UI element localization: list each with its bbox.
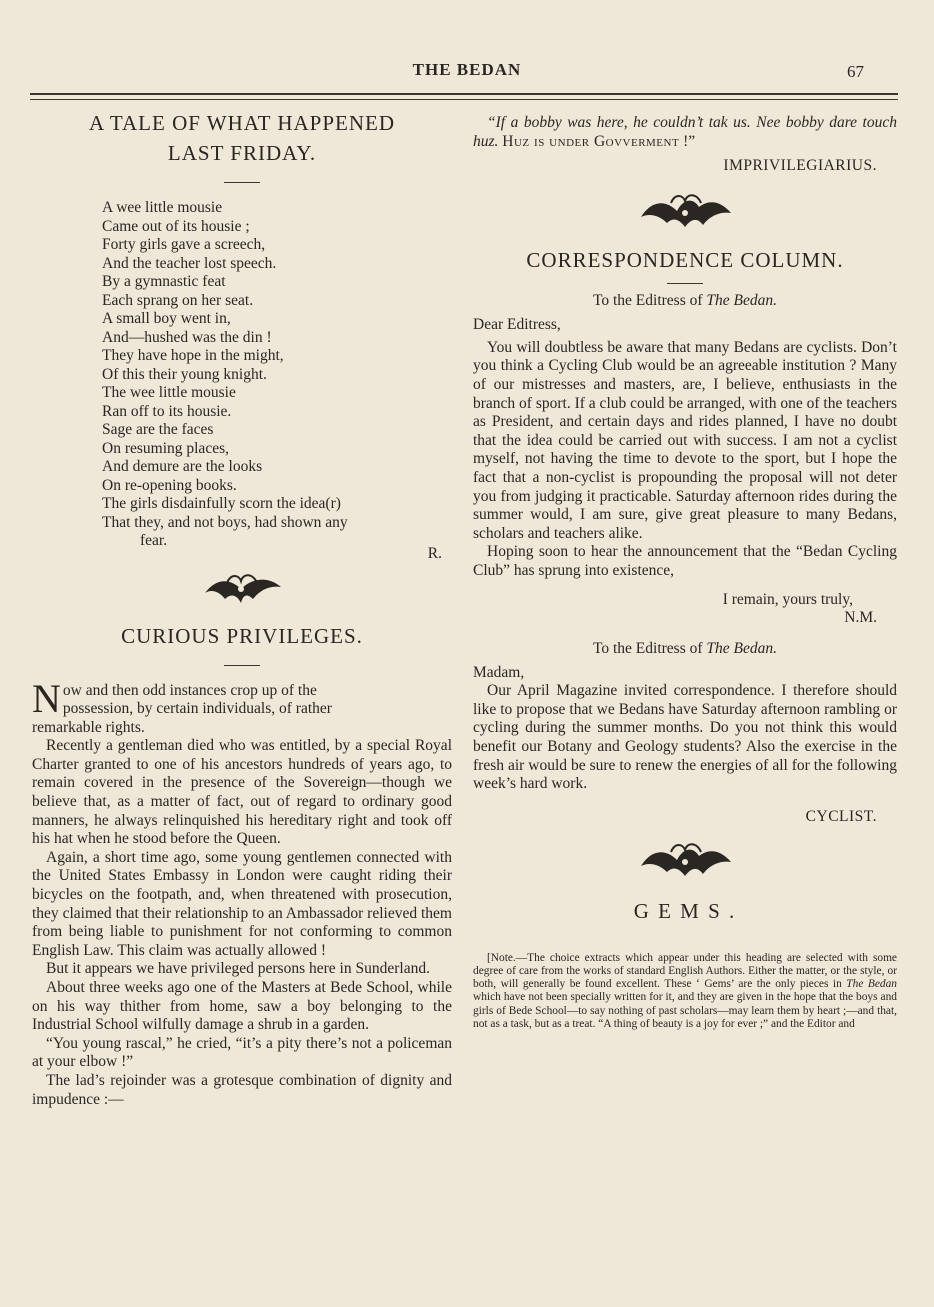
- left-column: [32, 108, 452, 1109]
- poem-line: They have hope in the might,: [102, 347, 284, 364]
- drop-cap: N: [32, 675, 61, 721]
- magazine-title: THE BEDAN: [412, 60, 522, 79]
- poem-line: By a gymnastic feat: [102, 273, 226, 290]
- poem-line: That they, and not boys, had shown any: [102, 513, 348, 531]
- salutation-1: Dear Editress,: [473, 316, 561, 334]
- tale-title: [32, 108, 452, 168]
- p1-first: ow and then odd instances crop up of the: [62, 681, 317, 699]
- p1-rest: remarkable rights.: [32, 718, 145, 736]
- right-column: [473, 114, 897, 1031]
- divider: [667, 283, 703, 284]
- letter1-closing: I remain, yours truly,: [722, 590, 853, 608]
- curious-title: CURIOUS PRIVILEGES.: [121, 623, 363, 648]
- letter1-signature: N.M.: [844, 609, 877, 627]
- divider: [224, 182, 260, 183]
- letter2-paragraph-1: Our April Magazine invited correspondence. I therefore should like to propose that we Bedans have Saturday afternoon rambling or cycling during the summer months. Do you not think this would benefit our Botany and Geology students? Also the exercise in the fresh air would be sure to renew the energies of all for the following week’s hard work.: [473, 682, 897, 793]
- poem-line: On resuming places,: [102, 439, 229, 457]
- address-magazine: The Bedan.: [706, 292, 778, 310]
- correspondence-title: CORRESPONDENCE COLUMN.: [526, 248, 844, 273]
- poem-line: A wee little mousie: [102, 199, 223, 216]
- letter1-paragraph-2: Hoping soon to hear the announcement that the “Bedan Cycling Club” has sprung into existence,: [473, 543, 897, 579]
- quote-end: !”: [679, 132, 696, 150]
- tale-title-line2: LAST FRIDAY.: [167, 141, 317, 165]
- quote-signature: IMPRIVILEGIARIUS.: [723, 157, 877, 175]
- curious-paragraph-5: About three weeks ago one of the Masters at Bede School, while on his way thither from home, saw a boy belonging to the Industrial School wilfully damage a shrub in a garden.: [32, 979, 452, 1034]
- header-rule: [30, 93, 898, 100]
- curious-paragraph-3: Again, a short time ago, some young gentlemen connected with the United States Embassy in London were caught riding their bicycles on the footpath, and, when threatened with prosecution, they claimed that their relationship to an Ambassador relieved them from being liable to punishment for not conforming to common English Law. This claim was actually allowed !: [32, 848, 452, 959]
- letter1-paragraph-1: You will doubtless be aware that many Bedans are cyclists. Don’t you think a Cycling Club would be an agreeable institution ? Many of our mistresses and masters, are, I believe, enthusiasts in the branch of sport. If a club could be arranged, with one of the teachers as President, and certain days and rides planned, I have no doubt that the idea could be carried out with success. I am not a cyclist myself, not having the time to devote to the sport, but I hope the fact that a non-cyclist is propounding the proposal will not deter you from judging it practicable. Saturday afternoon rides during the summer would, I am sure, give great pleasure to many Bedans, scholars and teachers alike.: [473, 338, 897, 542]
- fleuron-ornament: [197, 569, 287, 609]
- poem-line: Each sprang on her seat.: [102, 291, 254, 309]
- poem-line: The wee little mousie: [102, 384, 236, 401]
- page-number: 67: [847, 62, 864, 81]
- poem-line: On re-opening books.: [102, 476, 237, 494]
- poem-line: The girls disdainfully scorn the idea(r): [102, 495, 341, 512]
- curious-paragraph-7: The lad’s rejoinder was a grotesque combination of dignity and impudence :—: [32, 1071, 452, 1108]
- note-text-2: which have not been specially written for it, and they are given in the hope that the boys and girls of Bede School—to say nothing of past scholars—may learn them by heart ;—and that, not as a task, but as a treat. “A thing of beauty is a joy for ever ;” and the Editor and: [473, 991, 897, 1030]
- poem-line: fear.: [140, 532, 168, 549]
- address-prefix: To the Editress of: [592, 292, 707, 310]
- address-magazine: The Bedan.: [706, 639, 778, 657]
- poem-line: Sage are the faces: [102, 421, 214, 438]
- tale-poem: [102, 199, 452, 551]
- poem-line: A small boy went in,: [102, 310, 231, 327]
- letter2-signature: CYCLIST.: [805, 807, 877, 825]
- gems-note: [473, 952, 897, 1031]
- tale-title-line1: A TALE OF WHAT HAPPENED: [88, 111, 395, 135]
- address-line-2: [473, 640, 897, 658]
- curious-paragraph-2: Recently a gentleman died who was entitled, by a special Royal Charter granted to one of his ancestors hundreds of years ago, to remain covered in the presence of the Sovereign—though we believe that, as a matter of fact, out of regard to ordinary good manners, he always relinquished his hereditary right and took off his hat when he stood before the Queen.: [32, 737, 452, 848]
- address-prefix: To the Editress of: [592, 639, 707, 657]
- tale-signature: R.: [427, 544, 442, 562]
- note-magazine: The Bedan: [846, 978, 897, 991]
- poem-line: Of this their young knight.: [102, 365, 267, 383]
- salutation-2: Madam,: [473, 663, 525, 681]
- gems-title: G E M S .: [633, 898, 737, 923]
- p1-second: possession, by certain individuals, of rather: [62, 700, 332, 718]
- poem-line: And—hushed was the din !: [102, 328, 272, 346]
- curious-paragraph-1: [32, 675, 452, 738]
- curious-paragraph-4: But it appears we have privileged persons here in Sunderland.: [46, 960, 430, 978]
- fleuron-ornament: [635, 838, 735, 882]
- poem-line: Came out of its housie ;: [102, 217, 250, 235]
- address-line-1: [473, 292, 897, 310]
- fleuron-ornament: [635, 189, 735, 233]
- poem-line: And demure are the looks: [102, 458, 263, 475]
- curious-paragraph-6: “You young rascal,” he cried, “it’s a pity there’s not a policeman at your elbow !”: [32, 1034, 452, 1071]
- poem-line: Ran off to its housie.: [102, 402, 232, 420]
- quote-smallcaps: Huz is under Govverment: [502, 132, 680, 150]
- boy-quote: [473, 114, 897, 151]
- poem-line: And the teacher lost speech.: [102, 254, 277, 272]
- divider: [224, 665, 260, 666]
- poem-line: Forty girls gave a screech,: [102, 236, 266, 253]
- note-text-1: [Note.—The choice extracts which appear under this heading are selected with some degree of care from the works of standard English Authors. Either the matter, or the style, or both, will generally be found excellent. These ‘ Gems’ are the only pieces in: [473, 951, 897, 991]
- running-head: [0, 60, 934, 86]
- quote-italic: “If a bobby was here, he couldn’t tak us. Nee bobby dare touch huz.: [473, 114, 897, 150]
